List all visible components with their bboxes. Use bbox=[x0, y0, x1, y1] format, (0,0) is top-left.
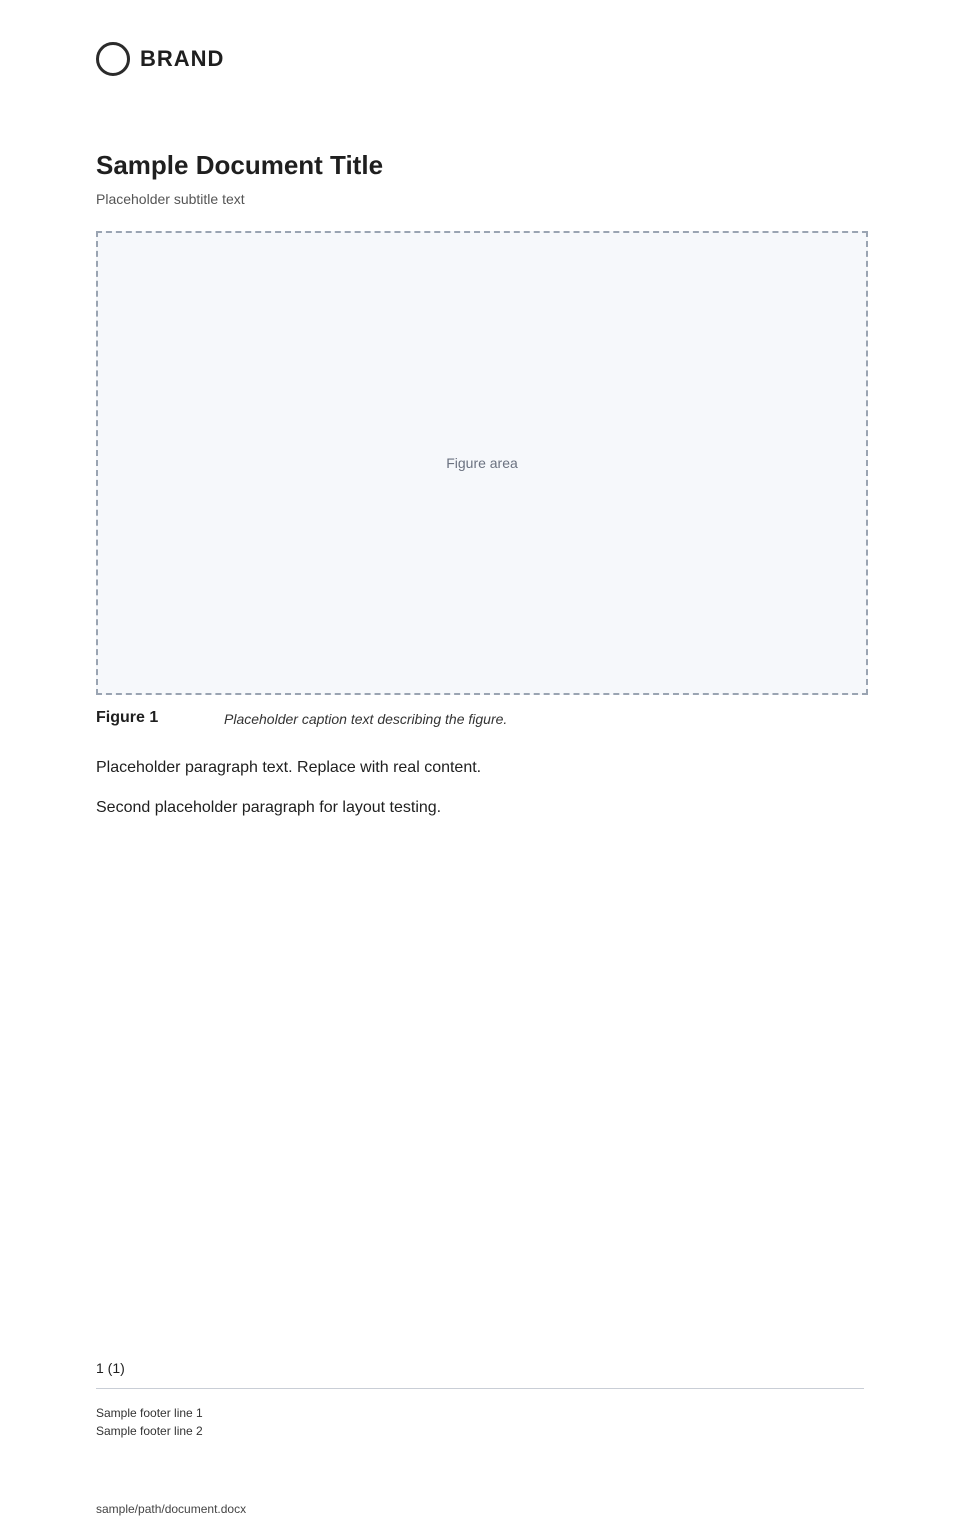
footer-divider bbox=[96, 1388, 864, 1389]
brand-logo bbox=[96, 42, 224, 76]
paragraph-2: Second placeholder paragraph for layout testing. bbox=[96, 799, 442, 816]
logo-mark-icon bbox=[96, 42, 130, 76]
page-header bbox=[0, 0, 960, 120]
figure-caption bbox=[96, 709, 864, 729]
footer-path: sample/path/document.docx bbox=[96, 1502, 247, 1516]
page-subtitle: Placeholder subtitle text bbox=[96, 191, 245, 207]
page-footer bbox=[0, 1340, 960, 1530]
figure-caption-label: Figure 1 bbox=[96, 709, 159, 726]
footer-lines bbox=[96, 1404, 203, 1440]
footer-line-1: Sample footer line 1 bbox=[96, 1406, 203, 1420]
figure-placeholder-label: Figure area bbox=[446, 455, 518, 471]
paragraph-1: Placeholder paragraph text. Replace with real content. bbox=[96, 759, 482, 776]
page-title: Sample Document Title bbox=[96, 150, 384, 180]
brand-name: BRAND bbox=[140, 46, 225, 71]
figure-caption-text: Placeholder caption text describing the figure. bbox=[224, 711, 508, 727]
main-content bbox=[96, 150, 864, 835]
body-text bbox=[96, 755, 864, 821]
figure-placeholder bbox=[96, 231, 868, 695]
page-number: 1 (1) bbox=[96, 1360, 125, 1376]
footer-line-2: Sample footer line 2 bbox=[96, 1424, 203, 1438]
